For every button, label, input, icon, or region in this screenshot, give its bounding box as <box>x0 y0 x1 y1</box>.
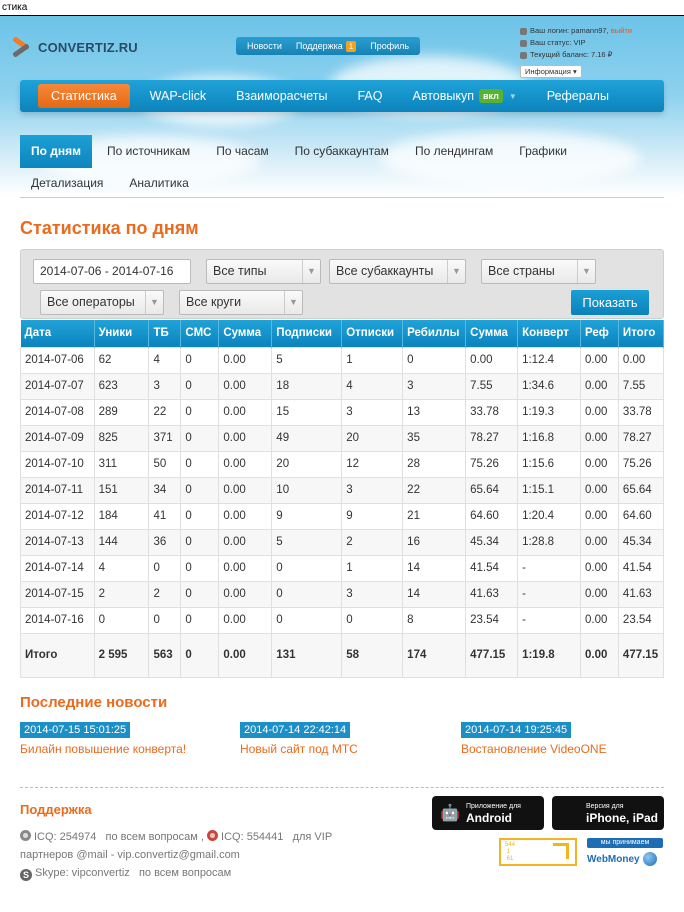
main-nav-autobuy[interactable] <box>412 80 516 112</box>
cell-ref: 0.00 <box>580 425 618 451</box>
tab-analytics[interactable]: Аналитика <box>129 175 189 190</box>
cell-unsubscriptions: 9 <box>342 503 403 529</box>
android-icon: 🤖 <box>440 805 460 822</box>
cell-uniques: 825 <box>94 425 149 451</box>
user-box <box>520 25 632 78</box>
cell-sms: 0 <box>181 529 219 555</box>
cell-sms-sum: 0.00 <box>219 373 272 399</box>
table-row <box>21 607 664 633</box>
col-rebills-sum[interactable]: Сумма <box>466 320 518 347</box>
cell-uniques: 184 <box>94 503 149 529</box>
cell-tb: 22 <box>149 399 181 425</box>
total-date: Итого <box>21 633 95 677</box>
cell-total: 41.63 <box>618 581 663 607</box>
col-total[interactable]: Итого <box>618 320 663 347</box>
cell-rebills-sum: 75.26 <box>466 451 518 477</box>
cell-uniques: 62 <box>94 347 149 373</box>
info-dropdown[interactable]: Информация ▾ <box>520 65 582 78</box>
cell-sms: 0 <box>181 373 219 399</box>
cell-total: 64.60 <box>618 503 663 529</box>
cell-rebills: 14 <box>403 555 466 581</box>
total-rebills: 174 <box>403 633 466 677</box>
cell-uniques: 151 <box>94 477 149 503</box>
table-row <box>21 477 664 503</box>
tab-by-sources[interactable]: По источникам <box>107 144 191 158</box>
cell-ref: 0.00 <box>580 529 618 555</box>
subaccounts-select-value: Все субаккаунты <box>336 264 434 278</box>
cell-date: 2014-07-16 <box>21 607 95 633</box>
apple-icon <box>560 803 580 823</box>
top-nav-news[interactable]: Новости <box>247 41 282 51</box>
total-unsubscriptions: 58 <box>342 633 403 677</box>
cell-conversion: 1:15.1 <box>518 477 581 503</box>
cell-ref: 0.00 <box>580 451 618 477</box>
cell-total: 23.54 <box>618 607 663 633</box>
total-conversion: 1:19.8 <box>518 633 581 677</box>
cell-rebills-sum: 33.78 <box>466 399 518 425</box>
cell-unsubscriptions: 4 <box>342 373 403 399</box>
cell-uniques: 311 <box>94 451 149 477</box>
cell-sms-sum: 0.00 <box>219 607 272 633</box>
cell-total: 41.54 <box>618 555 663 581</box>
cell-date: 2014-07-13 <box>21 529 95 555</box>
col-tb[interactable]: ТБ <box>149 320 181 347</box>
cell-rebills: 3 <box>403 373 466 399</box>
cell-unsubscriptions: 3 <box>342 399 403 425</box>
news-link[interactable]: Востановление VideoONE <box>461 742 607 756</box>
col-rebills[interactable]: Ребиллы <box>403 320 466 347</box>
cell-date: 2014-07-08 <box>21 399 95 425</box>
user-icon <box>520 28 527 35</box>
date-range-input[interactable]: 2014-07-06 - 2014-07-16 <box>33 259 191 284</box>
cell-rebills: 21 <box>403 503 466 529</box>
cell-rebills-sum: 0.00 <box>466 347 518 373</box>
cell-rebills-sum: 23.54 <box>466 607 518 633</box>
cell-date: 2014-07-11 <box>21 477 95 503</box>
cell-sms: 0 <box>181 503 219 529</box>
site-logo[interactable] <box>10 36 138 58</box>
main-nav-settlements[interactable]: Взаиморасчеты <box>236 89 328 103</box>
cell-tb: 0 <box>149 555 181 581</box>
cell-unsubscriptions: 1 <box>342 555 403 581</box>
cell-ref: 0.00 <box>580 503 618 529</box>
table-row <box>21 529 664 555</box>
cell-tb: 2 <box>149 581 181 607</box>
wallet-icon <box>520 52 527 59</box>
table-row <box>21 425 664 451</box>
cell-rebills-sum: 65.64 <box>466 477 518 503</box>
payment-logo-box[interactable] <box>499 838 577 866</box>
cell-tb: 3 <box>149 373 181 399</box>
cell-total: 45.34 <box>618 529 663 555</box>
cell-uniques: 289 <box>94 399 149 425</box>
news-link[interactable]: Билайн повышение конверта! <box>20 742 187 756</box>
show-button[interactable]: Показать <box>571 290 649 315</box>
cell-rebills: 14 <box>403 581 466 607</box>
skype-icon: S <box>20 869 32 881</box>
tab-by-days[interactable]: По дням <box>20 135 92 168</box>
cell-sms: 0 <box>181 607 219 633</box>
cell-conversion: 1:19.3 <box>518 399 581 425</box>
cell-date: 2014-07-15 <box>21 581 95 607</box>
cell-date: 2014-07-14 <box>21 555 95 581</box>
total-sms-sum: 0.00 <box>219 633 272 677</box>
news-link[interactable]: Новый сайт под МТС <box>240 742 358 756</box>
news-item <box>461 722 607 756</box>
chevron-down-icon: ▼ <box>447 260 465 283</box>
total-subscriptions: 131 <box>272 633 342 677</box>
android-app-button[interactable] <box>432 796 544 830</box>
cell-sms: 0 <box>181 347 219 373</box>
tab-details[interactable]: Детализация <box>31 175 104 190</box>
cell-conversion: 1:15.6 <box>518 451 581 477</box>
cell-rebills-sum: 78.27 <box>466 425 518 451</box>
cell-unsubscriptions: 3 <box>342 581 403 607</box>
news-item <box>20 722 186 756</box>
operators-select[interactable] <box>40 290 164 315</box>
page-title: Статистика по дням <box>20 218 199 238</box>
total-tb: 563 <box>149 633 181 677</box>
col-uniques[interactable]: Уники <box>94 320 149 347</box>
cell-conversion: - <box>518 607 581 633</box>
cell-subscriptions: 9 <box>272 503 342 529</box>
table-row <box>21 451 664 477</box>
cell-date: 2014-07-12 <box>21 503 95 529</box>
cell-sms: 0 <box>181 399 219 425</box>
tab-charts[interactable]: Графики <box>519 144 567 158</box>
cell-tb: 4 <box>149 347 181 373</box>
skype-desc: по всем вопросам <box>138 867 232 879</box>
cell-ref: 0.00 <box>580 373 618 399</box>
tab-by-hours[interactable]: По часам <box>216 144 269 158</box>
cell-ref: 0.00 <box>580 399 618 425</box>
cell-rebills-sum: 7.55 <box>466 373 518 399</box>
cell-sms: 0 <box>181 451 219 477</box>
cell-date: 2014-07-06 <box>21 347 95 373</box>
autobuy-label: Автовыкуп <box>412 89 474 103</box>
payment-logo-digits: 544 1 61 <box>505 842 516 862</box>
login-label: Ваш логин: <box>530 26 570 35</box>
cell-rebills: 16 <box>403 529 466 555</box>
main-nav-statistics[interactable]: Статистика <box>38 84 130 108</box>
cell-rebills-sum: 45.34 <box>466 529 518 555</box>
icq2-desc: для VIP <box>292 831 333 843</box>
cell-sms-sum: 0.00 <box>219 555 272 581</box>
cell-conversion: 1:16.8 <box>518 425 581 451</box>
cell-total: 75.26 <box>618 451 663 477</box>
cell-uniques: 144 <box>94 529 149 555</box>
total-sms: 0 <box>181 633 219 677</box>
cell-total: 33.78 <box>618 399 663 425</box>
ios-big-text: iPhone, iPad <box>586 810 659 825</box>
cell-unsubscriptions: 12 <box>342 451 403 477</box>
cell-tb: 34 <box>149 477 181 503</box>
cell-subscriptions: 18 <box>272 373 342 399</box>
cell-conversion: 1:28.8 <box>518 529 581 555</box>
android-small-text: Приложение для <box>466 802 521 810</box>
table-row <box>21 555 664 581</box>
cell-sms-sum: 0.00 <box>219 529 272 555</box>
stats-table <box>20 320 664 678</box>
cell-subscriptions: 10 <box>272 477 342 503</box>
col-subscriptions[interactable]: Подписки <box>272 320 342 347</box>
arrow-icon <box>553 843 569 859</box>
table-row <box>21 503 664 529</box>
cell-tb: 0 <box>149 607 181 633</box>
cell-total: 7.55 <box>618 373 663 399</box>
cell-sms-sum: 0.00 <box>219 425 272 451</box>
ios-small-text: Версия для <box>586 802 624 810</box>
cell-rebills: 8 <box>403 607 466 633</box>
cell-date: 2014-07-09 <box>21 425 95 451</box>
cell-rebills: 0 <box>403 347 466 373</box>
cell-sms: 0 <box>181 581 219 607</box>
support-count-badge: 1 <box>346 41 356 52</box>
cell-uniques: 2 <box>94 581 149 607</box>
cell-tb: 36 <box>149 529 181 555</box>
cell-subscriptions: 49 <box>272 425 342 451</box>
icq2-label[interactable]: ICQ: 554441 <box>221 831 284 843</box>
total-ref: 0.00 <box>580 633 618 677</box>
cell-sms: 0 <box>181 425 219 451</box>
cell-sms-sum: 0.00 <box>219 399 272 425</box>
cell-subscriptions: 0 <box>272 581 342 607</box>
cell-uniques: 623 <box>94 373 149 399</box>
cell-subscriptions: 5 <box>272 347 342 373</box>
operators-select-value: Все операторы <box>47 295 135 309</box>
cell-rebills-sum: 41.54 <box>466 555 518 581</box>
cell-sms-sum: 0.00 <box>219 347 272 373</box>
cell-sms: 0 <box>181 555 219 581</box>
cell-total: 65.64 <box>618 477 663 503</box>
skype-label[interactable]: Skype: vipconvertiz <box>35 867 130 879</box>
table-header-row <box>21 320 664 347</box>
main-nav-faq[interactable]: FAQ <box>357 89 383 103</box>
icq1-label[interactable]: ICQ: 254974 <box>34 831 97 843</box>
cell-total: 78.27 <box>618 425 663 451</box>
col-conversion[interactable]: Конверт <box>518 320 581 347</box>
status-value: VIP <box>573 38 586 47</box>
news-date: 2014-07-14 19:25:45 <box>461 722 571 738</box>
cell-ref: 0.00 <box>580 555 618 581</box>
circles-select[interactable] <box>179 290 303 315</box>
cell-uniques: 4 <box>94 555 149 581</box>
chevron-down-icon: ▼ <box>508 91 517 101</box>
cell-rebills: 13 <box>403 399 466 425</box>
table-row <box>21 373 664 399</box>
cell-unsubscriptions: 2 <box>342 529 403 555</box>
balance-value: 7.16 ₽ <box>591 50 613 59</box>
table-row <box>21 581 664 607</box>
types-select[interactable] <box>206 259 321 284</box>
balance-label: Текущий баланс: <box>530 50 589 59</box>
cell-subscriptions: 5 <box>272 529 342 555</box>
cell-unsubscriptions: 1 <box>342 347 403 373</box>
tab-by-landings[interactable]: По лендингам <box>414 144 494 158</box>
news-date: 2014-07-14 22:42:14 <box>240 722 350 738</box>
cell-subscriptions: 0 <box>272 607 342 633</box>
cell-sms-sum: 0.00 <box>219 477 272 503</box>
cell-conversion: 1:34.6 <box>518 373 581 399</box>
cell-subscriptions: 0 <box>272 555 342 581</box>
col-unsubscriptions[interactable]: Отписки <box>342 320 403 347</box>
subaccounts-select[interactable] <box>329 259 466 284</box>
total-total: 477.15 <box>618 633 663 677</box>
cell-tb: 371 <box>149 425 181 451</box>
support-title: Поддержка <box>20 802 92 817</box>
main-nav-referrals[interactable]: Рефералы <box>546 89 609 103</box>
main-nav <box>20 80 664 112</box>
countries-select[interactable] <box>481 259 596 284</box>
cell-total: 0.00 <box>618 347 663 373</box>
cell-subscriptions: 20 <box>272 451 342 477</box>
support-contacts <box>20 828 350 882</box>
table-total-row <box>21 633 664 677</box>
cell-sms-sum: 0.00 <box>219 581 272 607</box>
icq1-desc: по всем вопросам , <box>105 831 204 843</box>
webmoney-name: WebMoney <box>587 853 640 865</box>
chevron-down-icon: ▼ <box>302 260 320 283</box>
autobuy-toggle[interactable]: вкл <box>479 89 503 103</box>
top-nav-support-label: Поддержка <box>295 41 343 51</box>
cell-unsubscriptions: 20 <box>342 425 403 451</box>
ios-app-button[interactable] <box>552 796 664 830</box>
col-date[interactable]: Дата <box>21 320 95 347</box>
cell-sms-sum: 0.00 <box>219 451 272 477</box>
cell-ref: 0.00 <box>580 477 618 503</box>
cell-ref: 0.00 <box>580 607 618 633</box>
table-row <box>21 347 664 373</box>
countries-select-value: Все страны <box>488 264 555 278</box>
total-uniques: 2 595 <box>94 633 149 677</box>
webmoney-badge[interactable] <box>587 838 663 866</box>
android-big-text: Android <box>466 810 512 825</box>
footer-divider <box>20 787 664 788</box>
cell-conversion: 1:12.4 <box>518 347 581 373</box>
cell-rebills-sum: 64.60 <box>466 503 518 529</box>
cell-rebills: 22 <box>403 477 466 503</box>
news-section-title: Последние новости <box>20 694 168 711</box>
cell-unsubscriptions: 0 <box>342 607 403 633</box>
circles-select-value: Все круги <box>186 295 242 309</box>
cell-unsubscriptions: 3 <box>342 477 403 503</box>
cell-rebills-sum: 41.63 <box>466 581 518 607</box>
cell-conversion: - <box>518 581 581 607</box>
cell-conversion: 1:20.4 <box>518 503 581 529</box>
cell-date: 2014-07-07 <box>21 373 95 399</box>
chevron-down-icon: ▼ <box>284 291 302 314</box>
cell-subscriptions: 15 <box>272 399 342 425</box>
globe-icon <box>643 852 657 866</box>
chevron-down-icon: ▼ <box>577 260 595 283</box>
col-ref[interactable]: Реф <box>580 320 618 347</box>
logo-icon <box>10 36 32 58</box>
window-title: стика <box>0 0 684 16</box>
news-item <box>240 722 358 756</box>
top-nav-profile[interactable]: Профиль <box>370 41 410 51</box>
cell-sms-sum: 0.00 <box>219 503 272 529</box>
logo-text: CONVERTIZ.RU <box>38 39 138 55</box>
logout-link[interactable]: выйти <box>610 26 632 35</box>
webmoney-top-text: мы принимаем <box>587 838 663 848</box>
cell-rebills: 35 <box>403 425 466 451</box>
status-label: Ваш статус: <box>530 38 572 47</box>
top-nav-support[interactable] <box>289 37 363 55</box>
types-select-value: Все типы <box>213 264 267 278</box>
tab-by-subaccounts[interactable]: По субаккаунтам <box>294 144 389 158</box>
cell-sms: 0 <box>181 477 219 503</box>
cell-ref: 0.00 <box>580 581 618 607</box>
cell-date: 2014-07-10 <box>21 451 95 477</box>
news-date: 2014-07-15 15:01:25 <box>20 722 130 738</box>
login-value: pamann97, <box>571 26 609 35</box>
col-sms-sum[interactable]: Сумма <box>219 320 272 347</box>
status-icon <box>520 40 527 47</box>
cell-tb: 41 <box>149 503 181 529</box>
chevron-down-icon: ▼ <box>145 291 163 314</box>
icq-icon <box>20 830 31 841</box>
icq-icon <box>207 830 218 841</box>
cell-rebills: 28 <box>403 451 466 477</box>
cell-uniques: 0 <box>94 607 149 633</box>
cell-tb: 50 <box>149 451 181 477</box>
cell-ref: 0.00 <box>580 347 618 373</box>
col-sms[interactable]: СМС <box>181 320 219 347</box>
filter-panel <box>20 249 664 319</box>
cell-conversion: - <box>518 555 581 581</box>
stat-tabs <box>20 135 664 198</box>
total-rebills-sum: 477.15 <box>466 633 518 677</box>
main-nav-wap-click[interactable]: WAP-click <box>149 89 207 103</box>
mail-line[interactable]: партнеров @mail - vip.convertiz@gmail.com <box>20 849 240 861</box>
top-nav <box>236 37 420 55</box>
table-row <box>21 399 664 425</box>
